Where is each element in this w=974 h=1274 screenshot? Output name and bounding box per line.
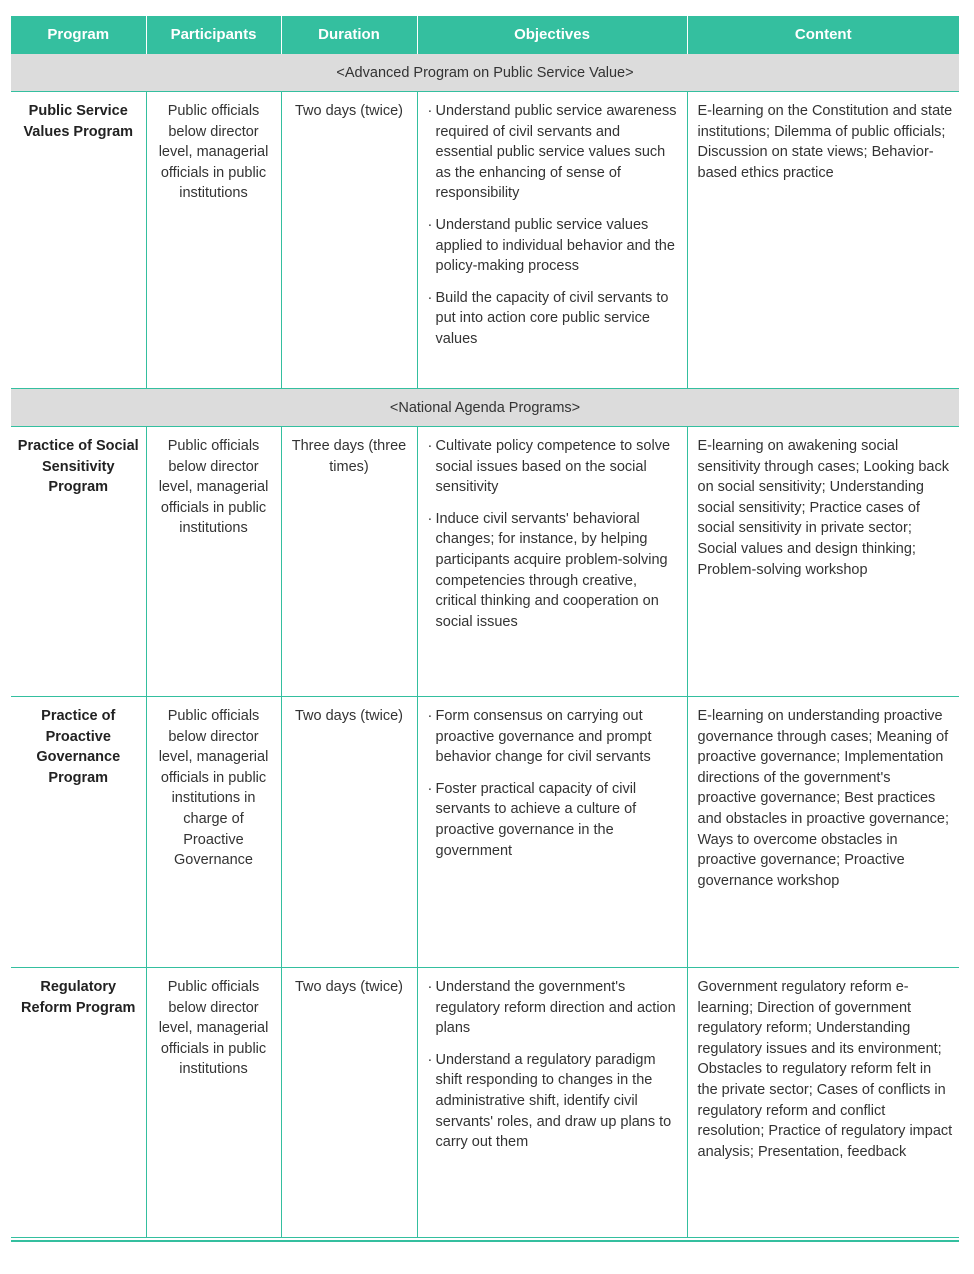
objective-item: · Form consensus on carrying out proactive governance and prompt behavior change for civil servants [428,706,679,768]
section-row [11,389,959,427]
objective-item: · Induce civil servants' behavioral changes; for instance, by helping participants acquire problem-solving competencies through creative, critical thinking and cooperation on social issues [428,509,679,633]
program-name: Practice of Proactive Governance Program [11,697,146,968]
table-row [11,92,959,389]
header-objectives: Objectives [417,16,687,54]
objectives-cell [417,92,687,389]
objective-item: · Cultivate policy competence to solve social issues based on the social sensitivity [428,436,679,498]
objective-item: · Understand a regulatory paradigm shift responding to changes in the administrative shift, identify civil servants' roles, and draw up plans to carry out them [428,1050,679,1153]
content-cell: E-learning on awakening social sensitivity through cases; Looking back on social sensitivity; Understanding social sensitivity; Practice cases of social sensitivity in private sector; Social values and design thinking; Problem-solving workshop [687,427,959,697]
section-row [11,54,959,92]
duration-cell: Three days (three times) [281,427,417,697]
content-cell: E-learning on the Constitution and state institutions; Dilemma of public officials; Discussion on state views; Behavior-based ethics practice [687,92,959,389]
section-title: <National Agenda Programs> [11,389,959,427]
program-table-container [11,16,959,1238]
table-header-row [11,16,959,54]
program-name: Practice of Social Sensitivity Program [11,427,146,697]
header-duration: Duration [281,16,417,54]
objective-item: · Understand the government's regulatory reform direction and action plans [428,977,679,1039]
duration-cell: Two days (twice) [281,697,417,968]
header-participants: Participants [146,16,281,54]
content-cell: E-learning on understanding proactive governance through cases; Meaning of proactive governance; Implementation directions of the government's proactive governance; Best practices and obstacles in proactive governance; Ways to overcome obstacles in proactive governance; Proactive governance workshop [687,697,959,968]
duration-cell: Two days (twice) [281,92,417,389]
header-program: Program [11,16,146,54]
header-content: Content [687,16,959,54]
objective-item: · Understand public service values applied to individual behavior and the policy-making process [428,215,679,277]
participants-cell: Public officials below director level, managerial officials in public institutions in charge of Proactive Governance [146,697,281,968]
objective-item: · Understand public service awareness required of civil servants and essential public service values such as the enhancing of sense of responsibility [428,101,679,204]
objectives-cell [417,697,687,968]
duration-cell: Two days (twice) [281,968,417,1238]
table-row [11,427,959,697]
participants-cell: Public officials below director level, managerial officials in public institutions [146,427,281,697]
objectives-cell [417,968,687,1238]
program-table [11,16,959,1238]
program-name: Regulatory Reform Program [11,968,146,1238]
table-row [11,968,959,1238]
table-row [11,697,959,968]
participants-cell: Public officials below director level, managerial officials in public institutions [146,92,281,389]
program-name: Public Service Values Program [11,92,146,389]
objectives-cell [417,427,687,697]
content-cell: Government regulatory reform e-learning; Direction of government regulatory reform; Understanding regulatory issues and its environment; Obstacles to regulatory reform felt in the private sector; Cases of conflicts in regulatory reform and conflict resolution; Practice of regulatory impact analysis; Presentation, feedback [687,968,959,1238]
objective-item: · Build the capacity of civil servants to put into action core public service values [428,288,679,350]
section-title: <Advanced Program on Public Service Value> [11,54,959,92]
participants-cell: Public officials below director level, managerial officials in public institutions [146,968,281,1238]
table-bottom-rule [11,1240,959,1242]
objective-item: · Foster practical capacity of civil servants to achieve a culture of proactive governance in the government [428,779,679,861]
